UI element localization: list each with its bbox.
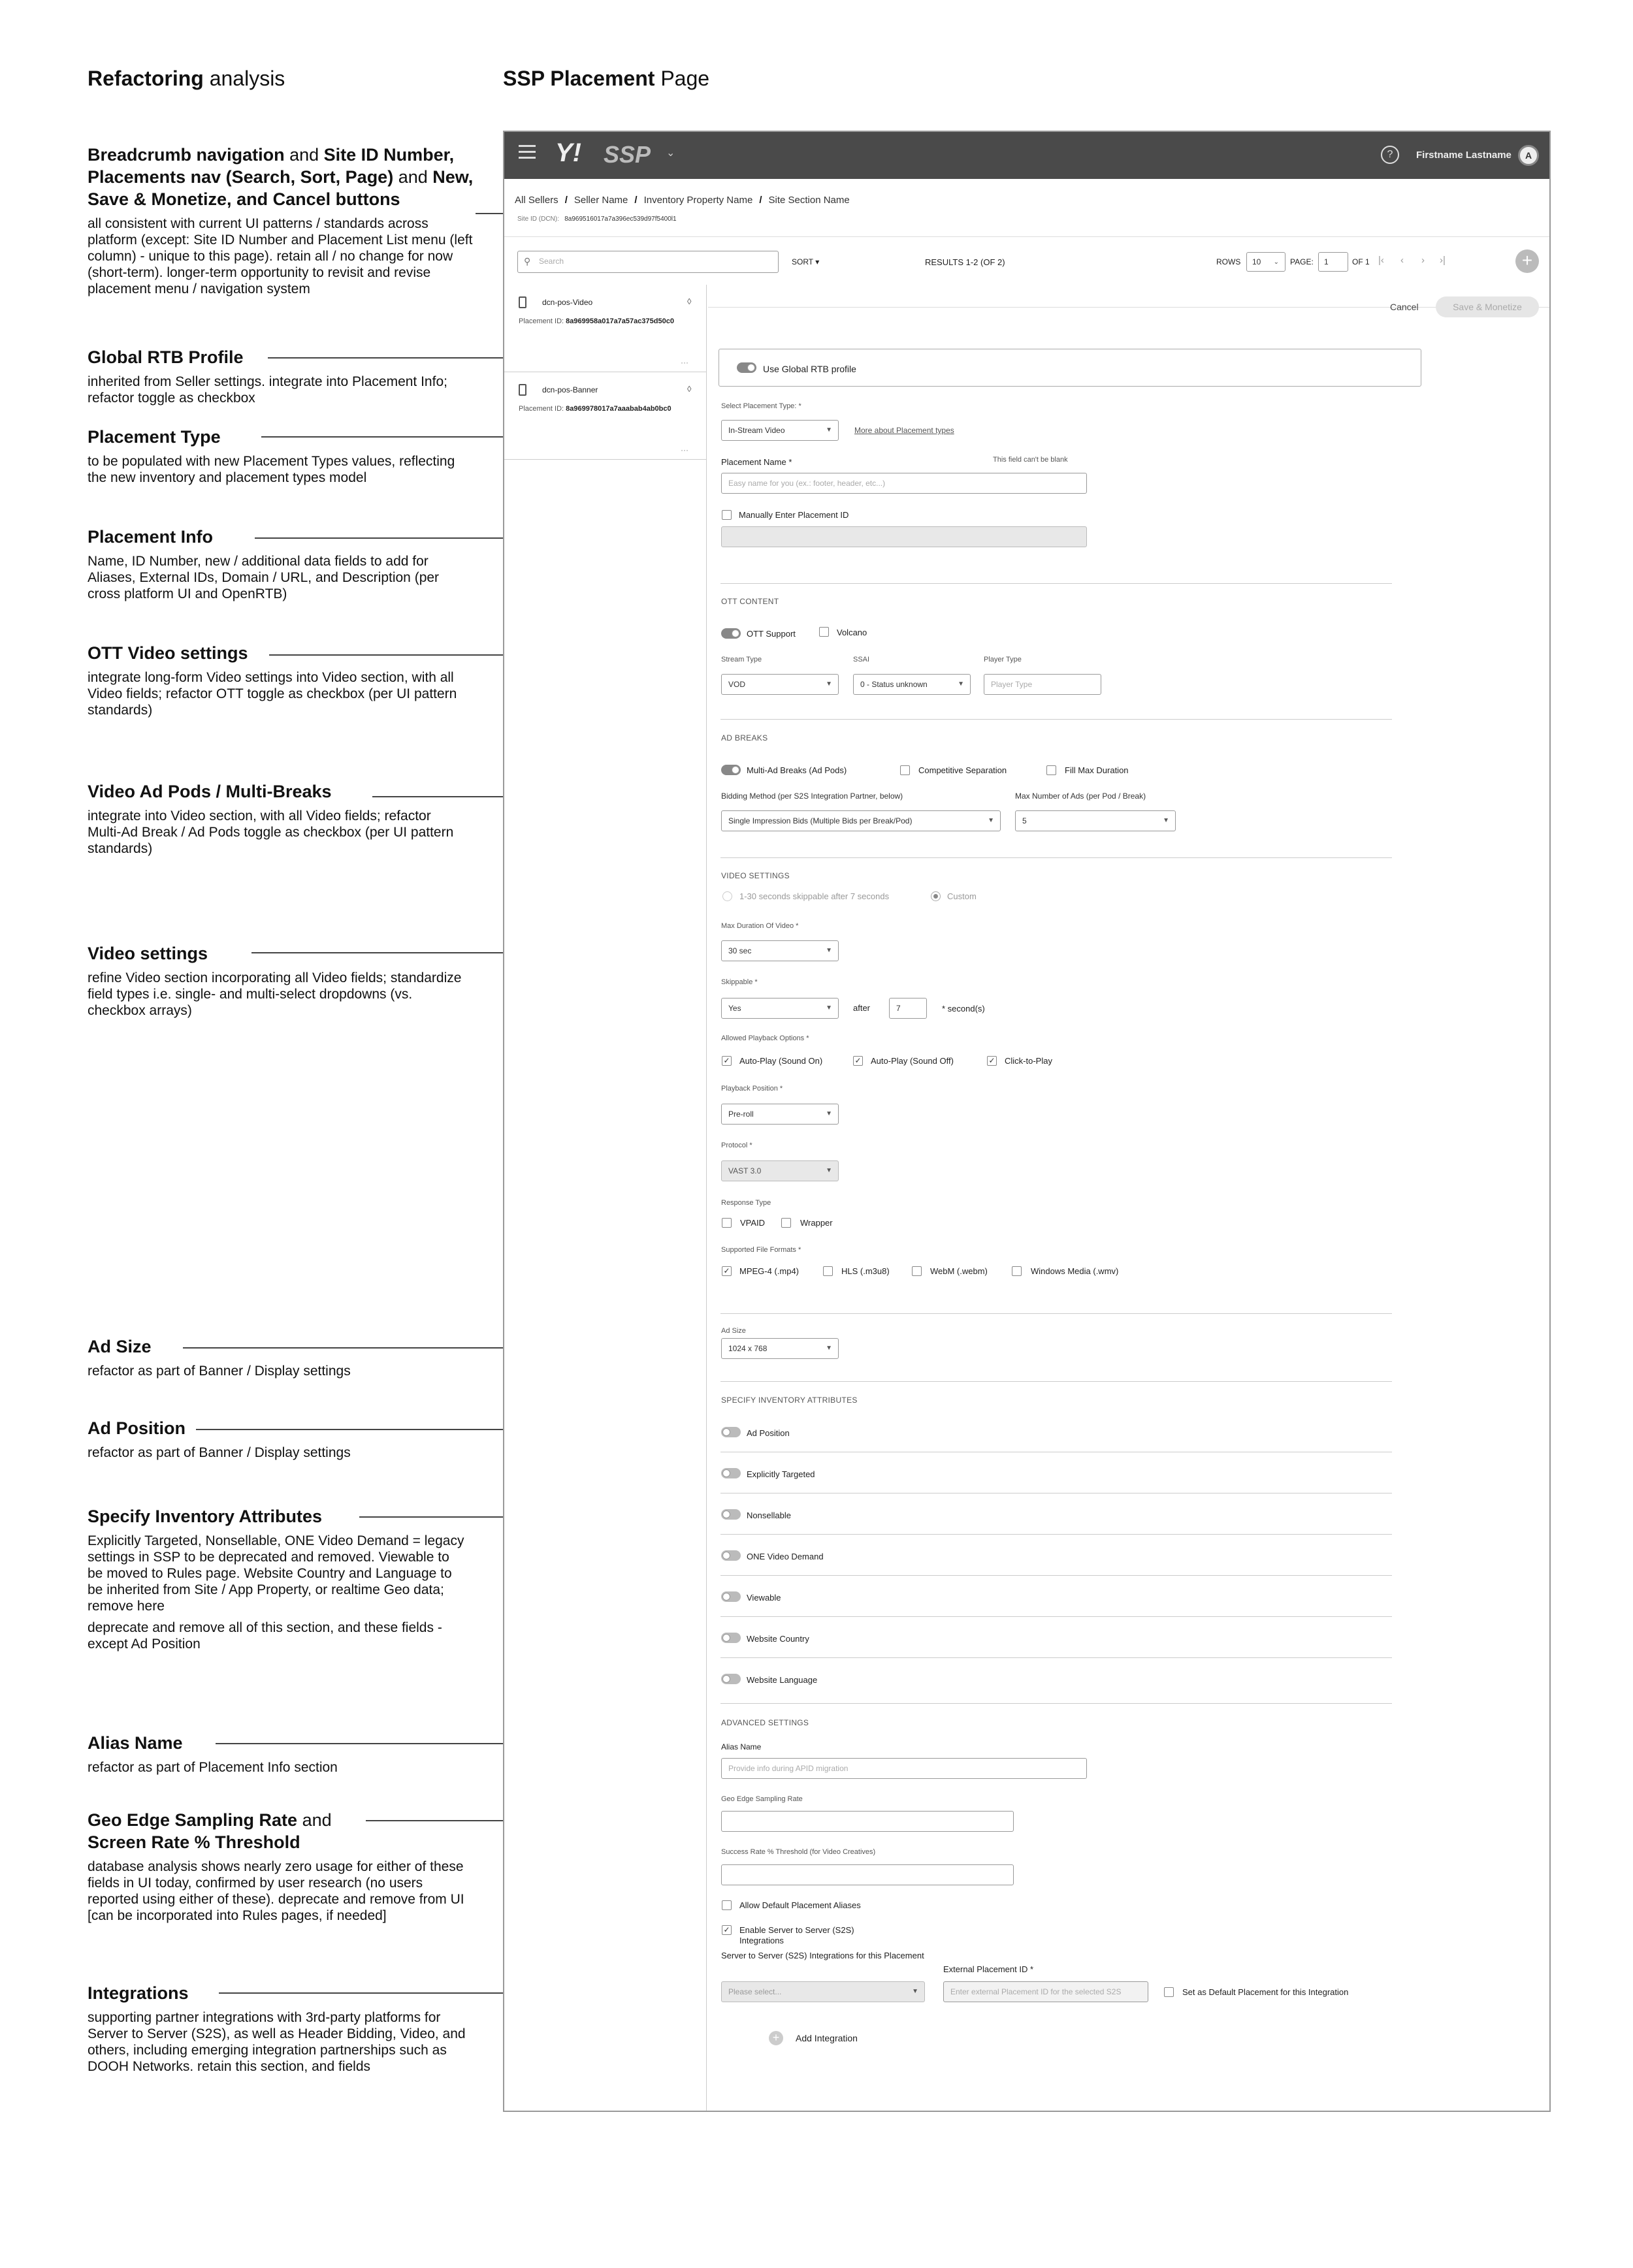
- mobile-icon: [519, 296, 526, 308]
- breadcrumb-item[interactable]: Inventory Property Name: [643, 195, 753, 206]
- site-id: Site ID (DCN): 8a969516017a7a396ec539d97f5400l1: [517, 216, 677, 223]
- user-name[interactable]: Firstname Lastname: [1416, 150, 1512, 161]
- custom-label: Custom: [947, 891, 977, 901]
- manual-id-checkbox[interactable]: [722, 510, 732, 520]
- volcano-label: Volcano: [837, 628, 867, 637]
- attribute-label: Explicitly Targeted: [747, 1469, 815, 1479]
- external-id-input[interactable]: Enter external Placement ID for the selected S2S: [943, 1981, 1148, 2002]
- rows-label: ROWS: [1216, 257, 1241, 266]
- yahoo-logo: Y!: [555, 138, 581, 167]
- manual-id-label: Manually Enter Placement ID: [739, 510, 849, 520]
- attribute-label: ONE Video Demand: [747, 1552, 824, 1561]
- divider: [720, 1575, 1392, 1576]
- advanced-settings-title: ADVANCED SETTINGS: [721, 1718, 809, 1727]
- allow-default-aliases-label: Allow Default Placement Aliases: [739, 1900, 861, 1910]
- ssp-placement-page: [503, 131, 1551, 2112]
- bidding-method-select[interactable]: Single Impression Bids (Multiple Bids per Break/Pod) ▼: [721, 810, 1001, 831]
- competitive-separation-checkbox[interactable]: [900, 765, 910, 775]
- attribute-toggle[interactable]: [721, 1591, 741, 1602]
- placement-name: dcn-pos-Banner: [542, 385, 598, 394]
- note-inventory-attributes: Specify Inventory Attributes Explicitly Targeted, Nonsellable, ONE Video Demand = legacy settings in SSP to be deprecated and removed. Viewable to be moved to Rules page. Website Country and Language to be inherited from Site / App Property, or realtime Geo data; remove here deprecate and remove all of this section, and these fields - except Ad Position: [88, 1507, 464, 1652]
- response-type-label: Response Type: [721, 1199, 771, 1207]
- list-item[interactable]: [504, 285, 707, 372]
- ssai-label: SSAI: [853, 656, 870, 663]
- more-icon[interactable]: ···: [681, 445, 688, 455]
- prev-page-icon[interactable]: ‹: [1400, 255, 1404, 266]
- alias-name-input[interactable]: Provide info during APID migration: [721, 1758, 1087, 1779]
- left-heading: Refactoring analysis: [88, 67, 285, 90]
- wmv-checkbox[interactable]: [1012, 1266, 1022, 1276]
- click-to-play-label: Click-to-Play: [1005, 1056, 1052, 1066]
- ott-section-title: OTT CONTENT: [721, 597, 779, 606]
- hls-label: HLS (.m3u8): [841, 1266, 890, 1276]
- more-placement-types-link[interactable]: More about Placement types: [854, 426, 954, 435]
- note-placement-type: Placement Type to be populated with new Placement Types values, reflecting the new inventory and placement types model: [88, 427, 455, 485]
- volcano-checkbox[interactable]: [819, 627, 829, 637]
- divider: [720, 1703, 1392, 1704]
- product-switcher[interactable]: SSP: [604, 141, 651, 168]
- geo-edge-label: Geo Edge Sampling Rate: [721, 1795, 803, 1803]
- attribute-label: Ad Position: [747, 1428, 790, 1438]
- success-rate-label: Success Rate % Threshold (for Video Creatives): [721, 1848, 876, 1856]
- divider: [720, 1534, 1392, 1535]
- custom-radio[interactable]: [931, 891, 941, 901]
- note-ad-position: Ad Position refactor as part of Banner / Display settings: [88, 1418, 351, 1460]
- hamburger-menu-icon[interactable]: [519, 145, 536, 158]
- note-breadcrumb: Breadcrumb navigation and Site ID Number, Placements nav (Search, Sort, Page) and New, Save & Monetize, and Cancel buttons all consistent with current UI patterns / standards across platform (except: Site ID Number and Placement List menu (left column) - unique to this page). retain all / no change for now (short-term). longer-term opportunity to revisit and revise placement menu / navigation system: [88, 145, 474, 296]
- ad-size-select[interactable]: 1024 x 768 ▼: [721, 1338, 839, 1359]
- divider: [504, 236, 1549, 237]
- ott-support-toggle[interactable]: [721, 628, 741, 639]
- next-page-icon[interactable]: ›: [1421, 255, 1425, 266]
- last-page-icon[interactable]: ›|: [1440, 255, 1446, 266]
- breadcrumb-item[interactable]: All Sellers: [515, 195, 558, 206]
- list-item[interactable]: [504, 372, 707, 460]
- file-formats-label: Supported File Formats *: [721, 1246, 801, 1254]
- wmv-label: Windows Media (.wmv): [1031, 1266, 1119, 1276]
- skippable-label: Skippable *: [721, 978, 758, 986]
- autoplay-sound-on-label: Auto-Play (Sound On): [739, 1056, 823, 1066]
- cancel-button[interactable]: Cancel: [1390, 302, 1419, 312]
- avatar[interactable]: A: [1518, 145, 1539, 166]
- geo-edge-input[interactable]: [721, 1811, 1014, 1832]
- attribute-toggle[interactable]: [721, 1674, 741, 1684]
- attribute-toggle[interactable]: [721, 1468, 741, 1478]
- s2s-integration-select[interactable]: Please select... ▼: [721, 1981, 925, 2002]
- global-rtb-label: Use Global RTB profile: [763, 364, 856, 374]
- external-id-label: External Placement ID *: [943, 1964, 1034, 1974]
- skippable-select[interactable]: Yes ▼: [721, 998, 839, 1019]
- note-placement-info: Placement Info Name, ID Number, new / additional data fields to add for Aliases, External IDs, Domain / URL, and Description (per cross platform UI and OpenRTB): [88, 527, 440, 601]
- skip-option-radio[interactable]: [722, 891, 732, 901]
- attribute-toggle[interactable]: [721, 1427, 741, 1437]
- fill-max-duration-label: Fill Max Duration: [1065, 765, 1129, 775]
- add-integration-button[interactable]: Add Integration: [796, 2033, 858, 2043]
- search-icon: ⚲: [524, 256, 531, 266]
- autoplay-sound-off-label: Auto-Play (Sound Off): [871, 1056, 954, 1066]
- player-type-input[interactable]: Player Type: [984, 674, 1101, 695]
- save-monetize-button[interactable]: Save & Monetize: [1436, 296, 1539, 317]
- divider: [720, 1616, 1392, 1617]
- note-ad-size: Ad Size refactor as part of Banner / Display settings: [88, 1337, 351, 1379]
- note-integrations: Integrations supporting partner integrations with 3rd-party platforms for Server to Server (S2S), as well as Header Bidding, Video, and others, including emerging integration partnerships such as DOOH Networks. retain this section, and fields: [88, 1983, 466, 2074]
- vpaid-label: VPAID: [740, 1218, 766, 1228]
- sort-button[interactable]: SORT ▾: [792, 257, 820, 266]
- fill-max-duration-checkbox[interactable]: [1046, 765, 1056, 775]
- set-default-checkbox[interactable]: [1164, 1987, 1174, 1997]
- attribute-toggle[interactable]: [721, 1550, 741, 1561]
- set-default-label: Set as Default Placement for this Integration: [1182, 1987, 1349, 1997]
- player-type-label: Player Type: [984, 656, 1022, 663]
- add-placement-button[interactable]: +: [1515, 249, 1539, 273]
- allow-default-aliases-checkbox[interactable]: [722, 1900, 732, 1910]
- global-rtb-toggle[interactable]: [737, 362, 756, 373]
- divider: [720, 1313, 1392, 1314]
- divider: [720, 1381, 1392, 1382]
- note-geo-edge: Geo Edge Sampling Rate and Screen Rate % Threshold database analysis shows nearly zero usage for either of these fields in UI today, confirmed by user research (no users reported using either of these). deprecate and remove from UI [can be incorporated into Rules pages, if needed]: [88, 1810, 464, 1923]
- divider: [720, 857, 1392, 858]
- autoplay-sound-on-checkbox[interactable]: ✓: [722, 1056, 732, 1066]
- page-label: PAGE:: [1290, 257, 1314, 266]
- chevron-down-icon[interactable]: ⌄: [666, 148, 675, 159]
- webm-checkbox[interactable]: [912, 1266, 922, 1276]
- playback-options-label: Allowed Playback Options *: [721, 1034, 809, 1042]
- stream-type-select[interactable]: VOD ▼: [721, 674, 839, 695]
- placement-list: [504, 285, 707, 2112]
- note-alias-name: Alias Name refactor as part of Placement Info section: [88, 1733, 338, 1775]
- enable-s2s-label: Enable Server to Server (S2S) Integrations: [739, 1925, 854, 1945]
- breadcrumb: All Sellers / Seller Name / Inventory Property Name / Site Section Name: [515, 195, 850, 206]
- first-page-icon[interactable]: |‹: [1378, 255, 1384, 266]
- bidding-method-label: Bidding Method (per S2S Integration Partner, below): [721, 791, 903, 801]
- page-of: OF 1: [1352, 257, 1370, 266]
- mp4-checkbox[interactable]: ✓: [722, 1266, 732, 1276]
- attribute-label: Website Language: [747, 1675, 818, 1685]
- divider: [720, 583, 1392, 584]
- ssai-select[interactable]: 0 - Status unknown ▼: [853, 674, 971, 695]
- placement-type-select[interactable]: In-Stream Video ▼: [721, 420, 839, 441]
- playback-position-select[interactable]: Pre-roll ▼: [721, 1104, 839, 1125]
- breadcrumb-item[interactable]: Seller Name: [574, 195, 628, 206]
- wrapper-checkbox[interactable]: [781, 1218, 791, 1228]
- wrapper-label: Wrapper: [800, 1218, 833, 1228]
- video-settings-title: VIDEO SETTINGS: [721, 871, 790, 880]
- placement-name-label: Placement Name *: [721, 457, 792, 467]
- attribute-label: Website Country: [747, 1634, 809, 1644]
- placement-id: Placement ID: 8a969978017a7aaabab4ab0bc0: [519, 405, 671, 413]
- skip-seconds-input[interactable]: 7: [889, 998, 927, 1019]
- hls-checkbox[interactable]: [823, 1266, 833, 1276]
- competitive-separation-label: Competitive Separation: [918, 765, 1007, 775]
- autoplay-sound-off-checkbox[interactable]: ✓: [853, 1056, 863, 1066]
- max-ads-select[interactable]: 5 ▼: [1015, 810, 1176, 831]
- results-count: RESULTS 1-2 (OF 2): [925, 257, 1005, 267]
- after-label: after: [853, 1003, 871, 1013]
- skip-option-label: 1-30 seconds skippable after 7 seconds: [739, 891, 890, 901]
- placement-id: Placement ID: 8a969958a017a7a57ac375d50c0: [519, 317, 674, 325]
- top-nav-bar: [504, 132, 1549, 179]
- placement-id-input[interactable]: [721, 526, 1087, 547]
- divider: [708, 307, 1551, 308]
- note-ott-video: OTT Video settings integrate long-form Video settings into Video section, with all Video fields; refactor OTT toggle as checkbox (per UI pattern standards): [88, 643, 457, 718]
- right-heading: SSP Placement Page: [503, 67, 710, 90]
- ott-support-label: OTT Support: [747, 629, 796, 639]
- attribute-label: Viewable: [747, 1593, 781, 1603]
- add-integration-icon[interactable]: +: [769, 2031, 783, 2045]
- help-icon[interactable]: ?: [1381, 146, 1399, 164]
- divider: [720, 719, 1392, 720]
- mobile-icon: [519, 384, 526, 396]
- ad-breaks-title: AD BREAKS: [721, 733, 768, 743]
- mp4-label: MPEG-4 (.mp4): [739, 1266, 800, 1276]
- protocol-label: Protocol *: [721, 1142, 752, 1149]
- placement-type-label: Select Placement Type: *: [721, 402, 801, 410]
- stream-type-label: Stream Type: [721, 656, 762, 663]
- note-video-ad-pods: Video Ad Pods / Multi-Breaks integrate into Video section, with all Video fields; refactor Multi-Ad Break / Ad Pods toggle as checkbox (per UI pattern standards): [88, 782, 454, 856]
- note-global-rtb: Global RTB Profile inherited from Seller settings. integrate into Placement Info; refactor toggle as checkbox: [88, 347, 447, 406]
- multi-ad-breaks-label: Multi-Ad Breaks (Ad Pods): [747, 765, 847, 775]
- divider: [720, 1657, 1392, 1658]
- connector-line: [476, 213, 507, 214]
- max-duration-label: Max Duration Of Video *: [721, 922, 799, 930]
- rows-select[interactable]: 10 ⌄: [1246, 252, 1285, 272]
- click-to-play-checkbox[interactable]: ✓: [987, 1056, 997, 1066]
- max-ads-label: Max Number of Ads (per Pod / Break): [1015, 791, 1146, 801]
- ad-size-label: Ad Size: [721, 1327, 746, 1335]
- attribute-label: Nonsellable: [747, 1510, 791, 1520]
- page-input[interactable]: 1: [1318, 252, 1348, 272]
- attribute-toggle[interactable]: [721, 1633, 741, 1643]
- blank-error: This field can't be blank: [993, 456, 1068, 464]
- search-input[interactable]: Search: [517, 251, 779, 273]
- note-video-settings: Video settings refine Video section incorporating all Video fields; standardize field types i.e. single- and multi-select dropdowns (vs. checkbox arrays): [88, 944, 462, 1018]
- protocol-select[interactable]: VAST 3.0 ▼: [721, 1160, 839, 1181]
- more-icon[interactable]: ···: [681, 358, 688, 367]
- multi-ad-breaks-toggle[interactable]: [721, 765, 741, 775]
- placement-name-input[interactable]: Easy name for you (ex.: footer, header, etc...): [721, 473, 1087, 494]
- webm-label: WebM (.webm): [930, 1266, 988, 1276]
- placement-name: dcn-pos-Video: [542, 298, 593, 307]
- success-rate-input[interactable]: [721, 1864, 1014, 1885]
- drop-icon: ◊: [687, 384, 692, 394]
- inventory-attributes-title: SPECIFY INVENTORY ATTRIBUTES: [721, 1396, 858, 1405]
- drop-icon: ◊: [687, 296, 692, 306]
- attribute-toggle[interactable]: [721, 1509, 741, 1520]
- seconds-label: * second(s): [942, 1004, 985, 1014]
- vpaid-checkbox[interactable]: [722, 1218, 732, 1228]
- playback-position-label: Playback Position *: [721, 1085, 783, 1093]
- max-duration-select[interactable]: 30 sec ▼: [721, 940, 839, 961]
- s2s-integrations-label: Server to Server (S2S) Integrations for this Placement: [721, 1951, 924, 1960]
- alias-name-label: Alias Name: [721, 1742, 762, 1751]
- breadcrumb-item[interactable]: Site Section Name: [768, 195, 850, 206]
- enable-s2s-checkbox[interactable]: ✓: [722, 1925, 732, 1935]
